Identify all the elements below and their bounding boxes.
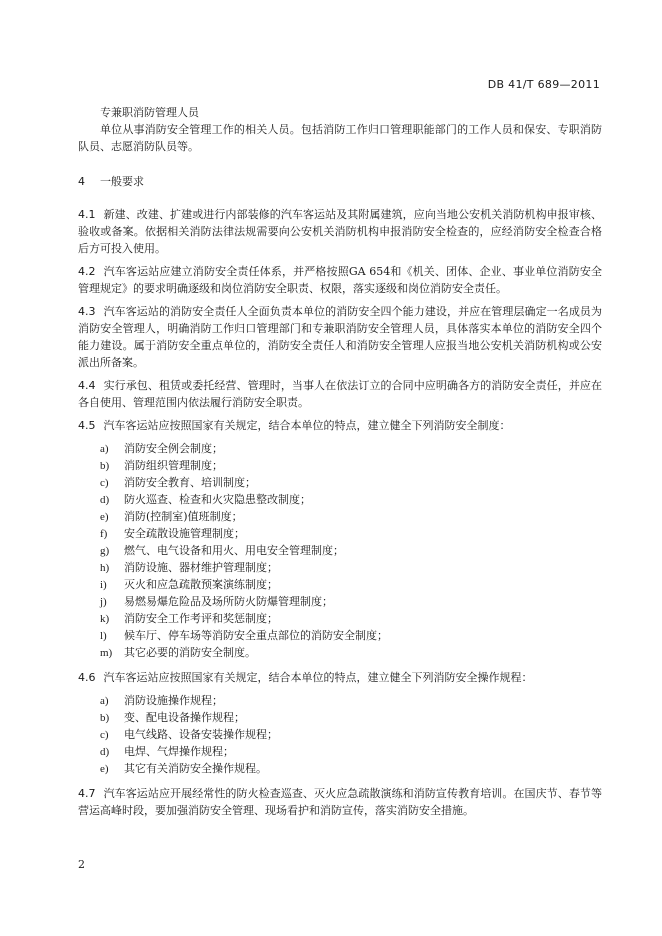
clause-4-6 (78, 669, 602, 686)
fire-safety-system-list (78, 440, 602, 661)
document-body (78, 104, 602, 825)
list-item-text: 消防设施操作规程； (124, 694, 223, 707)
list-item (78, 491, 602, 508)
operating-procedure-list (78, 692, 602, 777)
list-marker: g) (100, 545, 110, 557)
clause-number: 4.4 (78, 379, 96, 392)
list-item (78, 457, 602, 474)
list-item-text: 燃气、电气设备和用火、用电安全管理制度； (124, 544, 344, 557)
clause-number: 4.5 (78, 419, 96, 432)
list-marker: e) (100, 511, 109, 523)
list-marker: j) (100, 596, 107, 608)
clause-4-5 (78, 417, 602, 434)
page-number: 2 (78, 858, 85, 871)
clause-4-4 (78, 377, 602, 411)
list-marker: m) (100, 647, 113, 659)
list-item-text: 其它必要的消防安全制度。 (124, 646, 256, 659)
clause-text: 汽车客运站应按照国家有关规定，结合本单位的特点，建立健全下列消防安全制度： (103, 419, 511, 432)
clause-text: 新建、改建、扩建或进行内部装修的汽车客运站及其附属建筑，应向当地公安机关消防机构申报审核、验收或备案。依据相关消防法律法规需要向公安机关消防机构申报消防安全检查的，应经消防安全检查合格后方可投入使用。 (78, 208, 602, 255)
clause-number: 4.1 (78, 208, 96, 221)
clause-4-3 (78, 303, 602, 371)
list-item-text: 变、配电设备操作规程； (124, 711, 245, 724)
list-marker: f) (100, 528, 108, 540)
clause-4-1 (78, 206, 602, 257)
clause-4-2 (78, 263, 602, 297)
list-item-text: 灭火和应急疏散预案演练制度； (124, 578, 278, 591)
list-item-text: 消防(控制室)值班制度； (124, 510, 243, 523)
section-title: 一般要求 (100, 175, 144, 188)
list-item (78, 644, 602, 661)
list-item (78, 726, 602, 743)
list-item-text: 安全疏散设施管理制度； (124, 527, 245, 540)
list-item-text: 其它有关消防安全操作规程。 (124, 762, 267, 775)
section-number: 4 (78, 175, 85, 188)
list-item (78, 542, 602, 559)
list-item (78, 610, 602, 627)
term-title: 专兼职消防管理人员 (100, 106, 199, 119)
clause-text: 汽车客运站的消防安全责任人全面负责本单位的消防安全四个能力建设，并应在管理层确定一名成员为消防安全管理人，明确消防工作归口管理部门和专兼职消防安全管理人员，具体落实本单位的消防安全四个能力建设。属于消防安全重点单位的，消防安全责任人和消防安全管理人应报当地公安机关消防机构或公安派出所备案。 (78, 305, 602, 369)
clause-number: 4.2 (78, 265, 96, 278)
list-item-text: 电气线路、设备安装操作规程； (124, 728, 278, 741)
list-item-text: 候车厅、停车场等消防安全重点部位的消防安全制度； (124, 629, 388, 642)
standard-code: DB 41/T 689—2011 (487, 78, 600, 91)
clause-number: 4.6 (78, 671, 96, 684)
list-marker: b) (100, 712, 110, 724)
list-item (78, 576, 602, 593)
list-item (78, 593, 602, 610)
list-marker: l) (100, 630, 107, 642)
clause-text: 汽车客运站应按照国家有关规定，结合本单位的特点，建立健全下列消防安全操作规程： (103, 671, 533, 684)
list-marker: a) (100, 695, 109, 707)
list-marker: b) (100, 460, 110, 472)
list-marker: e) (100, 763, 109, 775)
list-item-text: 消防组织管理制度； (124, 459, 223, 472)
list-marker: c) (100, 477, 109, 489)
list-marker: c) (100, 729, 109, 741)
list-marker: k) (100, 613, 110, 625)
list-item (78, 760, 602, 777)
list-item-text: 易燃易爆危险品及场所防火防爆管理制度； (124, 595, 333, 608)
list-marker: d) (100, 494, 110, 506)
list-item (78, 692, 602, 709)
list-marker: h) (100, 562, 110, 574)
list-item (78, 743, 602, 760)
clause-number: 4.7 (78, 787, 96, 800)
list-item (78, 709, 602, 726)
list-marker: d) (100, 746, 110, 758)
clause-text: 汽车客运站应开展经常性的防火检查巡查、灭火应急疏散演练和消防宣传教育培训。在国庆节、春节等营运高峰时段，要加强消防安全管理、现场看护和消防宣传，落实消防安全措施。 (78, 787, 602, 817)
list-item (78, 525, 602, 542)
clause-number: 4.3 (78, 305, 96, 318)
list-item (78, 440, 602, 457)
list-item-text: 消防安全例会制度； (124, 442, 223, 455)
list-item-text: 消防安全教育、培训制度； (124, 476, 256, 489)
list-marker: i) (100, 579, 107, 591)
list-item-text: 消防安全工作考评和奖惩制度； (124, 612, 278, 625)
clause-4-7 (78, 785, 602, 819)
list-item (78, 559, 602, 576)
term-definition: 单位从事消防安全管理工作的相关人员。包括消防工作归口管理职能部门的工作人员和保安、专职消防队员、志愿消防队员等。 (78, 123, 602, 153)
list-item (78, 474, 602, 491)
list-item-text: 消防设施、器材维护管理制度； (124, 561, 278, 574)
list-item (78, 508, 602, 525)
clause-text: 汽车客运站应建立消防安全责任体系，并严格按照GA 654和《机关、团体、企业、事业单位消防安全管理规定》的要求明确逐级和岗位消防安全职责、权限，落实逐级和岗位消防安全责任。 (78, 265, 602, 295)
clause-text: 实行承包、租赁或委托经营、管理时，当事人在依法订立的合同中应明确各方的消防安全责任，并应在各自使用、管理范围内依法履行消防安全职责。 (78, 379, 602, 409)
section-heading (78, 173, 602, 190)
list-item-text: 防火巡查、检查和火灾隐患整改制度； (124, 493, 311, 506)
list-item-text: 电焊、气焊操作规程； (124, 745, 234, 758)
list-item (78, 627, 602, 644)
list-marker: a) (100, 443, 109, 455)
